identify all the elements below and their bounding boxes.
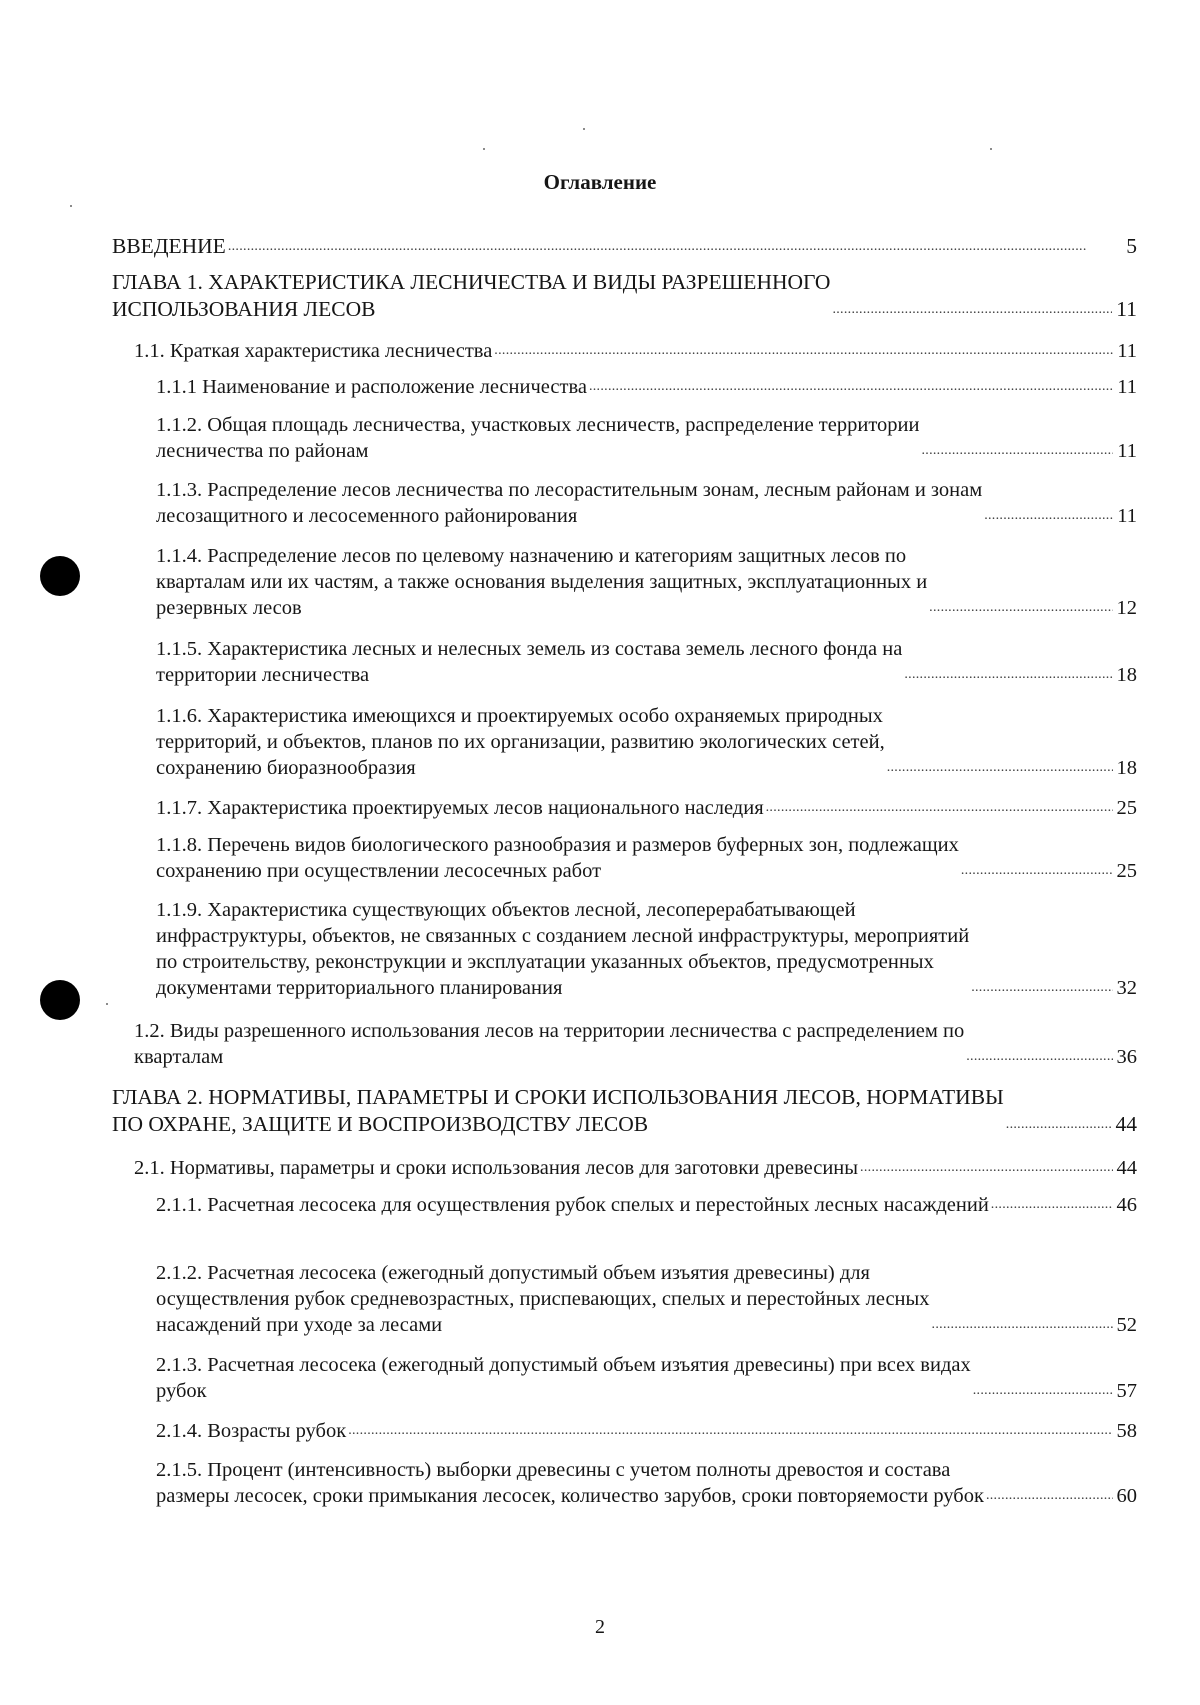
toc-entry-1-1-3[interactable] (156, 477, 1137, 529)
toc-entry-page: 11 (1117, 340, 1137, 362)
toc-leader-dots (494, 344, 1113, 358)
toc-entry-text: 1.1.9. Характеристика существующих объектов лесной, лесоперерабатывающей инфраструктуры, объектов, не связанных с созданием лесной инфраструктуры, мероприятий по строительству, реконструкции и эксплуатации указанных объектов, предусмотренных документами территориального планирования (156, 899, 970, 999)
scan-speck (106, 1003, 108, 1005)
punch-hole-bottom (40, 980, 80, 1020)
toc-entry-page: 18 (1116, 757, 1137, 779)
toc-entry-1-1-5[interactable] (156, 636, 1137, 688)
toc-entry-text: 2.1.2. Расчетная лесосека (ежегодный допустимый объем изъятия древесины) для осуществления рубок средневозрастных, приспевающих, спелых и перестойных лесных насаждений при уходе за лесами (156, 1262, 930, 1336)
toc-entry-1-1-6[interactable] (156, 703, 1137, 781)
toc-leader-dots (929, 601, 1112, 615)
toc-entry-page: 18 (1116, 664, 1137, 686)
toc-leader-dots (860, 1161, 1112, 1175)
toc-entry-page: 36 (1116, 1046, 1137, 1068)
toc-entry-1-2[interactable] (134, 1018, 1137, 1070)
toc-entry-text: ВВЕДЕНИЕ (112, 234, 226, 258)
toc-leader-dots (984, 509, 1113, 523)
toc-leader-dots (932, 1318, 1113, 1332)
toc-entry-2-1-4[interactable] (156, 1418, 1137, 1444)
toc-entry-text: 2.1. Нормативы, параметры и сроки использования лесов для заготовки древесины (134, 1157, 859, 1179)
toc-entry-page: 60 (1116, 1485, 1137, 1507)
toc-entry-2-1-1[interactable] (156, 1192, 1137, 1218)
scan-speck (70, 205, 72, 207)
toc-entry-page: 25 (1116, 860, 1137, 882)
toc-entry-2-1-2[interactable] (156, 1260, 1137, 1338)
toc-entry-text: 1.1.8. Перечень видов биологического разнообразия и размеров буферных зон, подлежащих сохранению при осуществлении лесосечных работ (156, 834, 959, 882)
toc-entry-page: 5 (1126, 234, 1137, 258)
toc-leader-dots (1006, 1118, 1112, 1132)
toc-leader-dots (832, 303, 1112, 317)
toc-entry-page: 11 (1116, 297, 1137, 321)
toc-entry-text: ГЛАВА 2. НОРМАТИВЫ, ПАРАМЕТРЫ И СРОКИ ИСПОЛЬЗОВАНИЯ ЛЕСОВ, НОРМАТИВЫ ПО ОХРАНЕ, ЗАЩИТЕ И ВОСПРОИЗВОДСТВУ ЛЕСОВ (112, 1085, 1004, 1136)
toc-leader-dots (887, 761, 1113, 775)
toc-entry-text: 2.1.4. Возрасты рубок (156, 1420, 347, 1442)
toc-title: Оглавление (543, 170, 657, 194)
punch-hole-top (40, 556, 80, 596)
scan-speck (483, 148, 485, 150)
toc-entry-page: 25 (1116, 797, 1137, 819)
toc-entry-text: ГЛАВА 1. ХАРАКТЕРИСТИКА ЛЕСНИЧЕСТВА И ВИДЫ РАЗРЕШЕННОГО ИСПОЛЬЗОВАНИЯ ЛЕСОВ (112, 270, 831, 321)
toc-entry-page: 12 (1116, 597, 1137, 619)
toc-entry-page: 11 (1117, 505, 1137, 527)
toc-entry-page: 57 (1116, 1380, 1137, 1402)
toc-leader-dots (973, 1384, 1113, 1398)
toc-entry-page: 52 (1116, 1314, 1137, 1336)
toc-leader-dots (961, 864, 1113, 878)
toc-leader-dots (966, 1050, 1112, 1064)
toc-entry-text: 1.1.7. Характеристика проектируемых лесов национального наследия (156, 797, 764, 819)
toc-leader-dots (986, 1489, 1113, 1503)
toc-entry-1-1-9[interactable] (156, 897, 1137, 1001)
toc-entry-2-1[interactable] (134, 1155, 1137, 1181)
page-number: 2 (595, 1616, 605, 1638)
toc-entry-text: 2.1.3. Расчетная лесосека (ежегодный допустимый объем изъятия древесины) при всех видах рубок (156, 1354, 971, 1402)
toc-entry-chapter-1[interactable] (112, 269, 1137, 323)
toc-leader-dots (228, 240, 1122, 254)
toc-entry-1-1-7[interactable] (156, 795, 1137, 821)
toc-entry-text: 2.1.1. Расчетная лесосека для осуществления рубок спелых и перестойных лесных насаждений (156, 1194, 989, 1216)
toc-entry-text: 1.1.3. Распределение лесов лесничества по лесорастительным зонам, лесным районам и зонам лесозащитного и лесосеменного районирования (156, 479, 983, 527)
toc-entry-2-1-3[interactable] (156, 1352, 1137, 1404)
toc-entry-chapter-2[interactable] (112, 1084, 1137, 1138)
toc-entry-page: 44 (1116, 1157, 1137, 1179)
toc-entry-introduction[interactable] (112, 233, 1137, 260)
toc-entry-page: 58 (1116, 1420, 1137, 1442)
toc-entry-1-1-1[interactable] (156, 374, 1137, 400)
toc-entry-text: 1.1.2. Общая площадь лесничества, участковых лесничеств, распределение территории лесничества по районам (156, 414, 920, 462)
toc-entry-page: 11 (1117, 440, 1137, 462)
scan-speck (583, 128, 585, 130)
toc-leader-dots (766, 801, 1113, 815)
toc-leader-dots (971, 981, 1112, 995)
toc-entry-2-1-5[interactable] (156, 1457, 1137, 1509)
toc-entry-text: 1.2. Виды разрешенного использования лесов на территории лесничества с распределением по кварталам (134, 1020, 965, 1068)
toc-leader-dots (589, 380, 1113, 394)
toc-entry-text: 1.1.4. Распределение лесов по целевому назначению и категориям защитных лесов по кварталам или их частям, а также основания выделения защитных, эксплуатационных и резервных лесов (156, 545, 928, 619)
toc-entry-page: 11 (1117, 376, 1137, 398)
toc-entry-page: 44 (1115, 1112, 1137, 1136)
toc-entry-text: 1.1.6. Характеристика имеющихся и проектируемых особо охраняемых природных территорий, и объектов, планов по их организации, развитию экологических сетей, сохранению биоразнообразия (156, 705, 885, 779)
toc-entry-text: 2.1.5. Процент (интенсивность) выборки древесины с учетом полноты древостоя и состава размеры лесосек, сроки примыкания лесосек, количество зарубов, сроки повторяемости рубок (156, 1459, 984, 1507)
toc-leader-dots (921, 444, 1113, 458)
toc-entry-text: 1.1. Краткая характеристика лесничества (134, 340, 493, 362)
toc-entry-1-1-2[interactable] (156, 412, 1137, 464)
toc-entry-page: 46 (1116, 1194, 1137, 1216)
toc-entry-1-1-4[interactable] (156, 543, 1137, 621)
toc-leader-dots (904, 668, 1112, 682)
toc-entry-1-1-8[interactable] (156, 832, 1137, 884)
scan-speck (990, 148, 992, 150)
toc-leader-dots (348, 1424, 1112, 1438)
toc-entry-1-1[interactable] (134, 338, 1137, 364)
toc-leader-dots (991, 1198, 1113, 1212)
toc-entry-page: 32 (1116, 977, 1137, 999)
toc-entry-text: 1.1.5. Характеристика лесных и нелесных земель из состава земель лесного фонда на территории лесничества (156, 638, 903, 686)
toc-entry-text: 1.1.1 Наименование и расположение лесничества (156, 376, 587, 398)
